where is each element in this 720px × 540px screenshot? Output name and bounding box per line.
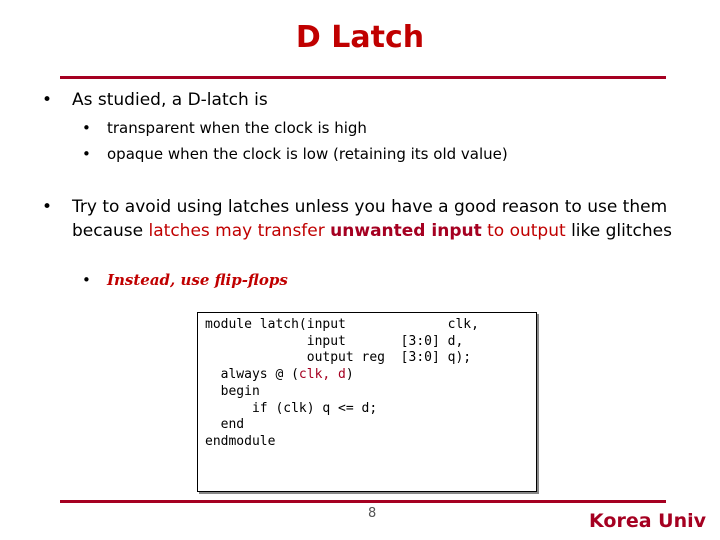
bullet-text bbox=[72, 195, 692, 243]
code-line: endmodule bbox=[205, 433, 276, 449]
bullet-dlatch bbox=[42, 88, 268, 112]
code-line: module latch(input clk, bbox=[205, 317, 479, 332]
bullet-text-plain-2: like glitches bbox=[565, 221, 672, 241]
bullet-dot: • bbox=[82, 119, 91, 137]
code-line: end bbox=[205, 417, 245, 433]
sub-bullet-text: Instead, use flip-flops bbox=[107, 271, 288, 289]
brand-logo-text: Korea Univ bbox=[589, 510, 706, 532]
bullet-text-red: latches may transfer bbox=[148, 221, 331, 241]
code-sensitivity: clk, d bbox=[298, 367, 346, 383]
code-close-paren: ) bbox=[345, 367, 354, 383]
code-line: input [3:0] d, bbox=[205, 333, 464, 349]
sub-bullet-text: transparent when the clock is high bbox=[107, 119, 367, 137]
bottom-divider bbox=[60, 500, 666, 503]
sub-bullet-text: opaque when the clock is low (retaining its old value) bbox=[107, 145, 508, 163]
top-divider bbox=[60, 76, 666, 79]
bullet-text: As studied, a D-latch is bbox=[72, 90, 268, 110]
sub-bullet-flipflops bbox=[82, 268, 288, 292]
bullet-text-emphasis: unwanted input bbox=[330, 221, 482, 241]
bullet-text-plain: Try to avoid using latches unless you have a good reason to use them because bbox=[72, 197, 668, 241]
bullet-dot: • bbox=[42, 90, 53, 110]
bullet-text-red-2: to output bbox=[481, 221, 566, 241]
code-line: begin bbox=[205, 383, 260, 399]
bullet-dot: • bbox=[42, 197, 53, 217]
code-always-keyword: always @ ( bbox=[205, 367, 299, 383]
bullet-dot: • bbox=[82, 145, 91, 163]
code-box bbox=[197, 312, 537, 492]
code-line: if (clk) q <= d; bbox=[205, 400, 378, 416]
sub-bullet-transparent bbox=[82, 116, 367, 140]
bullet-dot: • bbox=[82, 271, 91, 289]
sub-bullet-opaque bbox=[82, 142, 508, 166]
slide-title: D Latch bbox=[295, 20, 425, 55]
code-line-always bbox=[205, 367, 536, 384]
page-number: 8 bbox=[368, 506, 377, 521]
code-line: output reg [3:0] q); bbox=[205, 350, 472, 366]
bullet-avoid-latches bbox=[42, 195, 692, 243]
